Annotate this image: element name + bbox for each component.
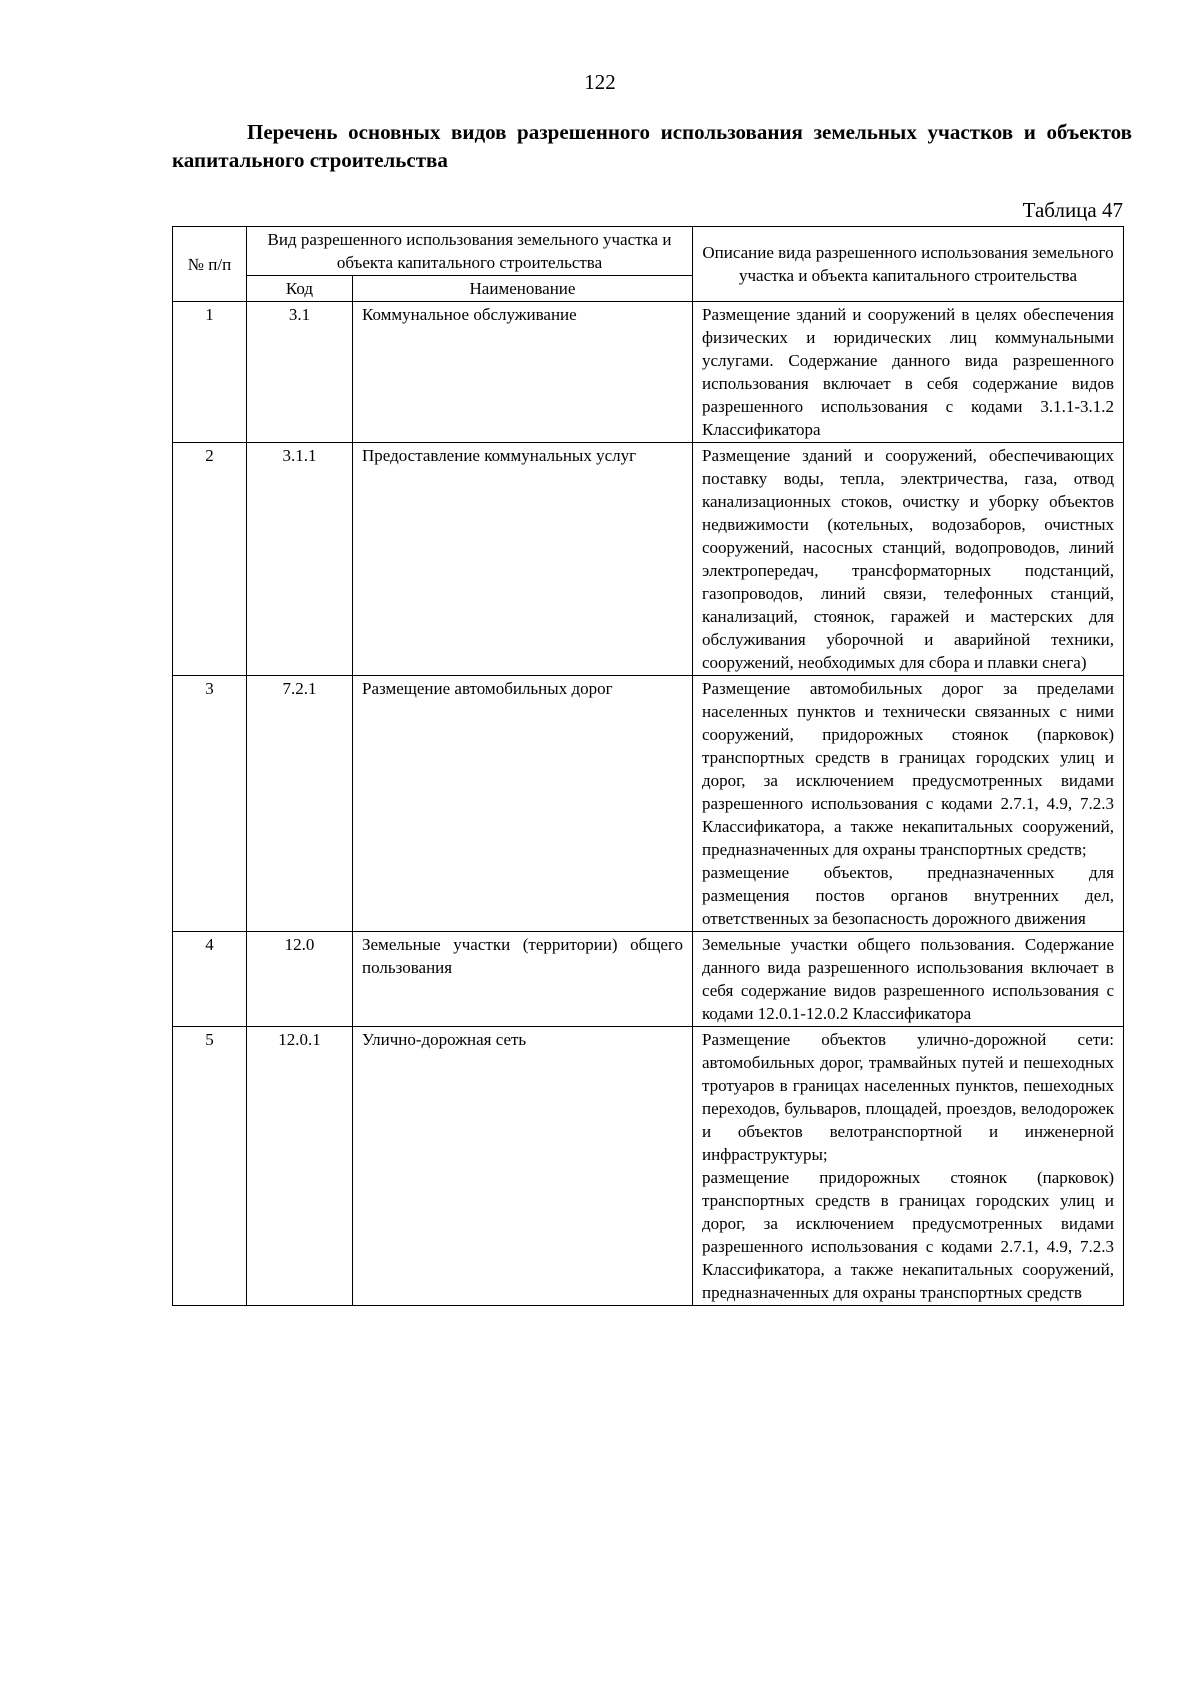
table-caption: Таблица 47 bbox=[1022, 198, 1123, 222]
document-title: Перечень основных видов разрешенного использования земельных участков и объектов капитального строительства bbox=[172, 120, 1132, 172]
description-paragraph: Земельные участки общего пользования. Содержание данного вида разрешенного использования включает в себя содержание видов разрешенного использования с кодами 12.0.1-12.0.2 Классификатора bbox=[702, 935, 1114, 1023]
row-description bbox=[693, 1027, 1124, 1306]
description-paragraph: Размещение объектов улично-дорожной сети: автомобильных дорог, трамвайных путей и пешеходных тротуаров в границах населенных пунктов, пешеходных переходов, бульваров, площадей, проездов, велодорожек и объектов велотранспортной и инженерной инфраструктуры; bbox=[702, 1030, 1114, 1164]
row-code: 3.1.1 bbox=[247, 443, 353, 676]
description-paragraph: размещение придорожных стоянок (парковок) транспортных средств в границах городских улиц и дорог, за исключением предусмотренных видами разрешенного использования с кодами 2.7.1, 4.9, 7.2.3 Классификатора, а также некапитальных сооружений, предназначенных для охраны транспортных средств bbox=[702, 1168, 1114, 1302]
row-name: Земельные участки (территории) общего пользования bbox=[353, 932, 693, 1027]
row-number: 3 bbox=[173, 676, 247, 932]
header-description: Описание вида разрешенного использования земельного участка и объекта капитального строительства bbox=[693, 227, 1124, 302]
row-number: 5 bbox=[173, 1027, 247, 1306]
table-row bbox=[173, 676, 1124, 932]
header-name: Наименование bbox=[353, 276, 693, 302]
table-header bbox=[173, 227, 1124, 302]
description-paragraph: размещение объектов, предназначенных для размещения постов органов внутренних дел, ответственных за безопасность дорожного движения bbox=[702, 863, 1114, 928]
page-number: 122 bbox=[584, 70, 616, 94]
header-use-type-group: Вид разрешенного использования земельного участка и объекта капитального строительства bbox=[247, 227, 693, 276]
table-body bbox=[173, 302, 1124, 1306]
row-name: Улично-дорожная сеть bbox=[353, 1027, 693, 1306]
description-paragraph: Размещение зданий и сооружений, обеспечивающих поставку воды, тепла, электричества, газа, отвод канализационных стоков, очистку и уборку объектов недвижимости (котельных, водозаборов, очистных сооружений, насосных станций, водопроводов, линий электропередач, трансформаторных подстанций, газопроводов, линий связи, телефонных станций, канализаций, стоянок, гаражей и мастерских для обслуживания уборочной и аварийной техники, сооружений, необходимых для сбора и плавки снега) bbox=[702, 446, 1114, 672]
row-code: 3.1 bbox=[247, 302, 353, 443]
row-name: Размещение автомобильных дорог bbox=[353, 676, 693, 932]
row-description bbox=[693, 932, 1124, 1027]
row-description bbox=[693, 676, 1124, 932]
row-code: 7.2.1 bbox=[247, 676, 353, 932]
table-row bbox=[173, 932, 1124, 1027]
row-number: 2 bbox=[173, 443, 247, 676]
row-name: Предоставление коммунальных услуг bbox=[353, 443, 693, 676]
table-row bbox=[173, 302, 1124, 443]
row-number: 1 bbox=[173, 302, 247, 443]
land-use-table bbox=[172, 226, 1124, 1306]
row-description bbox=[693, 302, 1124, 443]
row-description bbox=[693, 443, 1124, 676]
description-paragraph: Размещение зданий и сооружений в целях обеспечения физических и юридических лиц коммунальными услугами. Содержание данного вида разрешенного использования включает в себя содержание видов разрешенного использования с кодами 3.1.1-3.1.2 Классификатора bbox=[702, 305, 1114, 439]
description-paragraph: Размещение автомобильных дорог за пределами населенных пунктов и технически связанных с ними сооружений, придорожных стоянок (парковок) транспортных средств в границах городских улиц и дорог, за исключением предусмотренных видами разрешенного использования с кодами 2.7.1, 4.9, 7.2.3 Классификатора, а также некапитальных сооружений, предназначенных для охраны транспортных средств; bbox=[702, 679, 1114, 859]
row-code: 12.0.1 bbox=[247, 1027, 353, 1306]
row-number: 4 bbox=[173, 932, 247, 1027]
table-row bbox=[173, 443, 1124, 676]
row-name: Коммунальное обслуживание bbox=[353, 302, 693, 443]
row-code: 12.0 bbox=[247, 932, 353, 1027]
header-num: № п/п bbox=[173, 227, 247, 302]
table-row bbox=[173, 1027, 1124, 1306]
header-code: Код bbox=[247, 276, 353, 302]
